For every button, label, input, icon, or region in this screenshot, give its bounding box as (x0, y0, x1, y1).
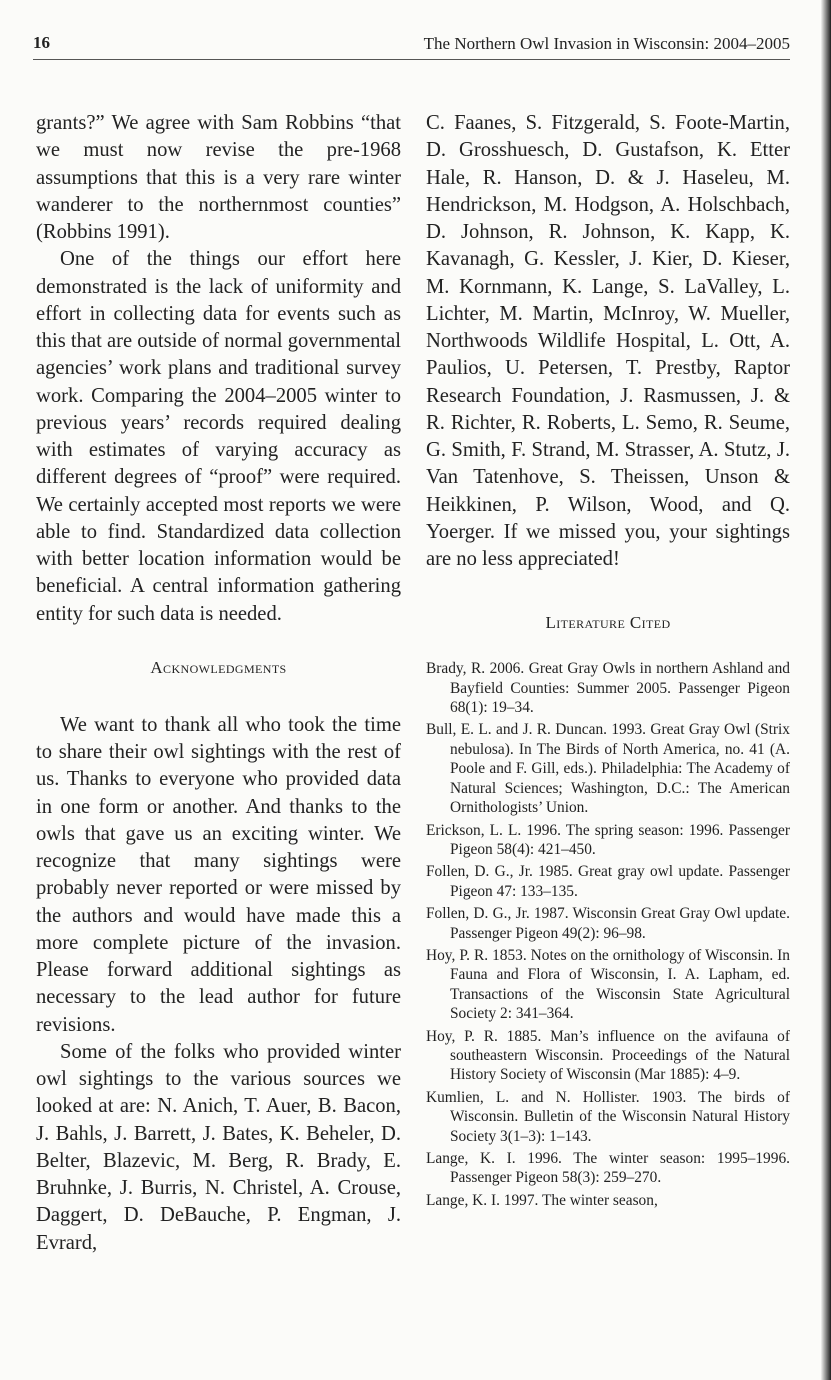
reference-item: Lange, K. I. 1996. The winter season: 1995–1996. Passenger Pigeon 58(3): 259–270. (426, 1150, 790, 1187)
right-column (426, 110, 790, 1213)
page-edge-shadow (821, 0, 831, 1380)
literature-cited-heading: Literature Cited (545, 613, 671, 633)
reference-item: Brady, R. 2006. Great Gray Owls in northern Ashland and Bayfield Counties: Summer 2005. Passenger Pigeon 68(1): 19–34. (426, 660, 790, 717)
reference-item: Kumlien, L. and N. Hollister. 1903. The birds of Wisconsin. Bulletin of the Wisconsin Natural History Society 3(1–3): 1–143. (426, 1088, 790, 1145)
reference-list (426, 659, 790, 1210)
acknowledgments-paragraph: We want to thank all who took the time to share their owl sightings with the rest of us. Thanks to everyone who provided data in one form or another. And thanks to the owls that gave us an exciting winter. We recognize that many sightings were probably never reported or were missed by the authors and would have made this a more complete picture of the invasion. Please forward additional sightings as necessary to the lead author for future revisions. (36, 713, 401, 1036)
body-paragraph: grants?” We agree with Sam Robbins “that we must now revise the pre-1968 assumptions that this is a very rare winter wanderer to the northernmost counties” (Robbins 1991). (36, 112, 401, 243)
page-header (33, 31, 790, 60)
reference-item: Bull, E. L. and J. R. Duncan. 1993. Great Gray Owl (Strix nebulosa). In The Birds of North America, no. 41 (A. Poole and F. Gill, eds.). Philadelphia: The Academy of Natural Sciences; Washington, D.C.: The American Ornithologists’ Union. (426, 721, 790, 817)
reference-item: Follen, D. G., Jr. 1987. Wisconsin Great Gray Owl update. Passenger Pigeon 49(2): 96–98. (426, 905, 790, 942)
page-number: 16 (33, 33, 50, 52)
body-paragraph: One of the things our effort here demonstrated is the lack of uniformity and effort in collecting data for events such as this that are outside of normal governmental agencies’ work plans and traditional survey work. Comparing the 2004–2005 winter to previous years’ records required dealing with estimates of varying accuracy as different degrees of “proof” were required. We certainly accepted most reports we were able to find. Standardized data collection with better location information would be beneficial. A central information gathering entity for such data is needed. (36, 248, 401, 625)
acknowledgments-heading: Acknowledgments (150, 657, 287, 677)
left-column (36, 110, 401, 1257)
reference-item: Lange, K. I. 1997. The winter season, (426, 1191, 658, 1209)
acknowledgments-paragraph: Some of the folks who provided winter owl sightings to the various sources we looked at are: N. Anich, T. Auer, B. Bacon, J. Bahls, J. Barrett, J. Bates, K. Beheler, D. Belter, Blazevic, M. Berg, R. Brady, E. Bruhnke, J. Burris, N. Christel, A. Crouse, Daggert, D. DeBauche, P. Engman, J. Evrard, (36, 1040, 401, 1254)
reference-item: Erickson, L. L. 1996. The spring season: 1996. Passenger Pigeon 58(4): 421–450. (426, 821, 790, 858)
reference-item: Follen, D. G., Jr. 1985. Great gray owl update. Passenger Pigeon 47: 133–135. (426, 863, 790, 900)
reference-item: Hoy, P. R. 1885. Man’s influence on the avifauna of southeastern Wisconsin. Proceedings of the Natural History Society of Wisconsin (Mar 1885): 4–9. (426, 1027, 790, 1084)
acknowledgments-continuation: C. Faanes, S. Fitzgerald, S. Foote-Martin, D. Grosshuesch, D. Gustafson, K. Etter Hale, R. Hanson, D. & J. Haseleu, M. Hendrickson, M. Hodgson, A. Holschbach, D. Johnson, R. Johnson, K. Kapp, K. Kavanagh, G. Kessler, J. Kier, D. Kieser, M. Kornmann, K. Lange, S. LaValley, L. Lichter, M. Martin, McInroy, W. Mueller, Northwoods Wildlife Hospital, L. Ott, A. Paulios, U. Petersen, T. Prestby, Raptor Research Foundation, J. Rasmussen, J. & R. Richter, R. Roberts, L. Semo, R. Seume, G. Smith, F. Strand, M. Strasser, A. Stutz, J. Van Tatenhove, S. Theissen, Unson & Heikkinen, P. Wilson, Wood, and Q. Yoerger. If we missed you, your sightings are no less appreciated! (426, 112, 790, 570)
running-title: The Northern Owl Invasion in Wisconsin: 2004–2005 (423, 34, 790, 53)
reference-item: Hoy, P. R. 1853. Notes on the ornithology of Wisconsin. In Fauna and Flora of Wisconsin, I. A. Lapham, ed. Transactions of the Wisconsin State Agricultural Society 2: 341–364. (426, 946, 790, 1023)
